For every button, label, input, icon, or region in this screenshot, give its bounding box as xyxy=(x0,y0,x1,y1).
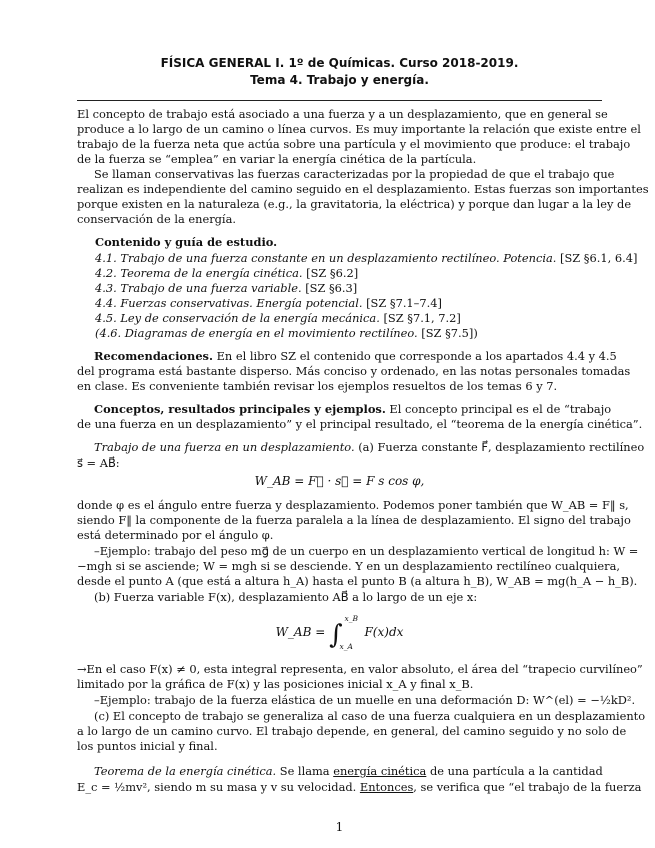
contents-item: (4.6. Diagramas de energía en el movimiento rectilíneo. [SZ §7.5]) xyxy=(95,326,478,340)
example-line: –Ejemplo: trabajo del peso mg⃗ de un cuerpo en un desplazamiento vertical de longitud h: W = xyxy=(94,544,639,558)
equation-work-constant: W_AB = F⃗ · s⃗ = F s cos φ, xyxy=(254,474,425,488)
intro-line: Se llaman conservativas las fuerzas caracterizadas por la propiedad de que el trabajo que xyxy=(94,167,615,181)
general-work-line: a lo largo de un camino curvo. El trabajo depende, en general, del camino seguido y no solo de xyxy=(77,724,627,738)
work-definition-line: Trabajo de una fuerza en un desplazamiento. (a) Fuerza constante F⃗, desplazamiento rectilíneo xyxy=(94,440,645,454)
general-work-line: (c) El concepto de trabajo se generaliza al caso de una fuerza cualquiera en un desplazamiento xyxy=(94,709,646,723)
integral-lower-limit: x_A xyxy=(339,642,353,651)
variable-force-line: (b) Fuerza variable F(x), desplazamiento AB⃗ a lo largo de un eje x: xyxy=(94,590,478,604)
document-title: FÍSICA GENERAL I. 1º de Químicas. Curso 2018-2019. xyxy=(160,56,519,70)
intro-line: El concepto de trabajo está asociado a una fuerza y a un desplazamiento, que en general se xyxy=(77,107,608,121)
example-line: −mgh si se asciende; W = mgh si se desciende. Y en un desplazamiento rectilíneo cualquiera, xyxy=(77,559,620,573)
equation-work-integral: W_AB = ∫ x_B x_A F(x)dx xyxy=(275,614,404,651)
intro-line: produce a lo largo de un camino o línea curvos. Es muy importante la relación que existe entre el xyxy=(77,122,641,136)
document-subtitle: Tema 4. Trabajo y energía. xyxy=(250,73,429,87)
contents-item: 4.4. Fuerzas conservativas. Energía potencial. [SZ §7.1–7.4] xyxy=(95,296,442,310)
recommendations-line: en clase. Es conveniente también revisar los ejemplos resueltos de los temas 6 y 7. xyxy=(77,379,558,393)
integral-sign: ∫ xyxy=(329,620,343,650)
integral-note-line: →En el caso F(x) ≠ 0, esta integral representa, en valor absoluto, el área del “trapecio curvilíneo” xyxy=(77,662,643,676)
paragraph-line: está determinado por el ángulo φ. xyxy=(77,528,274,542)
recommendations-line: del programa está bastante disperso. Más conciso y ordenado, en las notas personales tomadas xyxy=(77,364,631,378)
intro-line: conservación de la energía. xyxy=(77,212,236,226)
integral-upper-limit: x_B xyxy=(344,614,358,623)
theorem-line: E_c = ½mv², siendo m su masa y v su velocidad. Entonces, se verifica que “el trabajo de la fuerza xyxy=(77,780,642,794)
intro-line: trabajo de la fuerza neta que actúa sobre una partícula y el movimiento que produce: el trabajo xyxy=(77,137,631,151)
recommendations-line: Recomendaciones. En el libro SZ el contenido que corresponde a los apartados 4.4 y 4.5 xyxy=(94,349,617,363)
page-number: 1 xyxy=(335,820,344,834)
general-work-line: los puntos inicial y final. xyxy=(77,739,218,753)
paragraph-line: donde φ es el ángulo entre fuerza y desplazamiento. Podemos poner también que W_AB = F‖ s, xyxy=(77,498,629,512)
concepts-line: de una fuerza en un desplazamiento” y el principal resultado, el “teorema de la energía cinética”. xyxy=(77,417,643,431)
header-rule xyxy=(77,100,602,101)
contents-item: 4.3. Trabajo de una fuerza variable. [SZ §6.3] xyxy=(95,281,358,295)
concepts-line: Conceptos, resultados principales y ejemplos. El concepto principal es el de “trabajo xyxy=(94,402,612,416)
contents-item: 4.1. Trabajo de una fuerza constante en un desplazamiento rectilíneo. Potencia. [SZ §6.1, 6.4] xyxy=(95,251,638,265)
intro-line: porque existen en la naturaleza (e.g., la gravitatoria, la eléctrica) y porque dan lugar a la ley de xyxy=(77,197,632,211)
integral-note-line: limitado por la gráfica de F(x) y las posiciones inicial x_A y final x_B. xyxy=(77,677,474,691)
contents-item: 4.2. Teorema de la energía cinética. [SZ §6.2] xyxy=(95,266,359,280)
example-line: desde el punto A (que está a altura h_A) hasta el punto B (a altura h_B), W_AB = mg(h_A − h_B). xyxy=(77,574,638,588)
theorem-line: Teorema de la energía cinética. Se llama energía cinética de una partícula a la cantidad xyxy=(94,764,603,778)
work-definition-line: s⃗ = AB⃗: xyxy=(77,456,120,470)
contents-item: 4.5. Ley de conservación de la energía mecánica. [SZ §7.1, 7.2] xyxy=(95,311,461,325)
contents-heading: Contenido y guía de estudio. xyxy=(95,235,278,249)
paragraph-line: siendo F‖ la componente de la fuerza paralela a la línea de desplazamiento. El signo del trabajo xyxy=(77,513,631,527)
intro-line: realizan es independiente del camino seguido en el desplazamiento. Estas fuerzas son importantes xyxy=(77,182,649,196)
example-line: –Ejemplo: trabajo de la fuerza elástica de un muelle en una deformación D: W^(el) = −½kD². xyxy=(94,693,636,707)
intro-line: de la fuerza se “emplea” en variar la energía cinética de la partícula. xyxy=(77,152,477,166)
